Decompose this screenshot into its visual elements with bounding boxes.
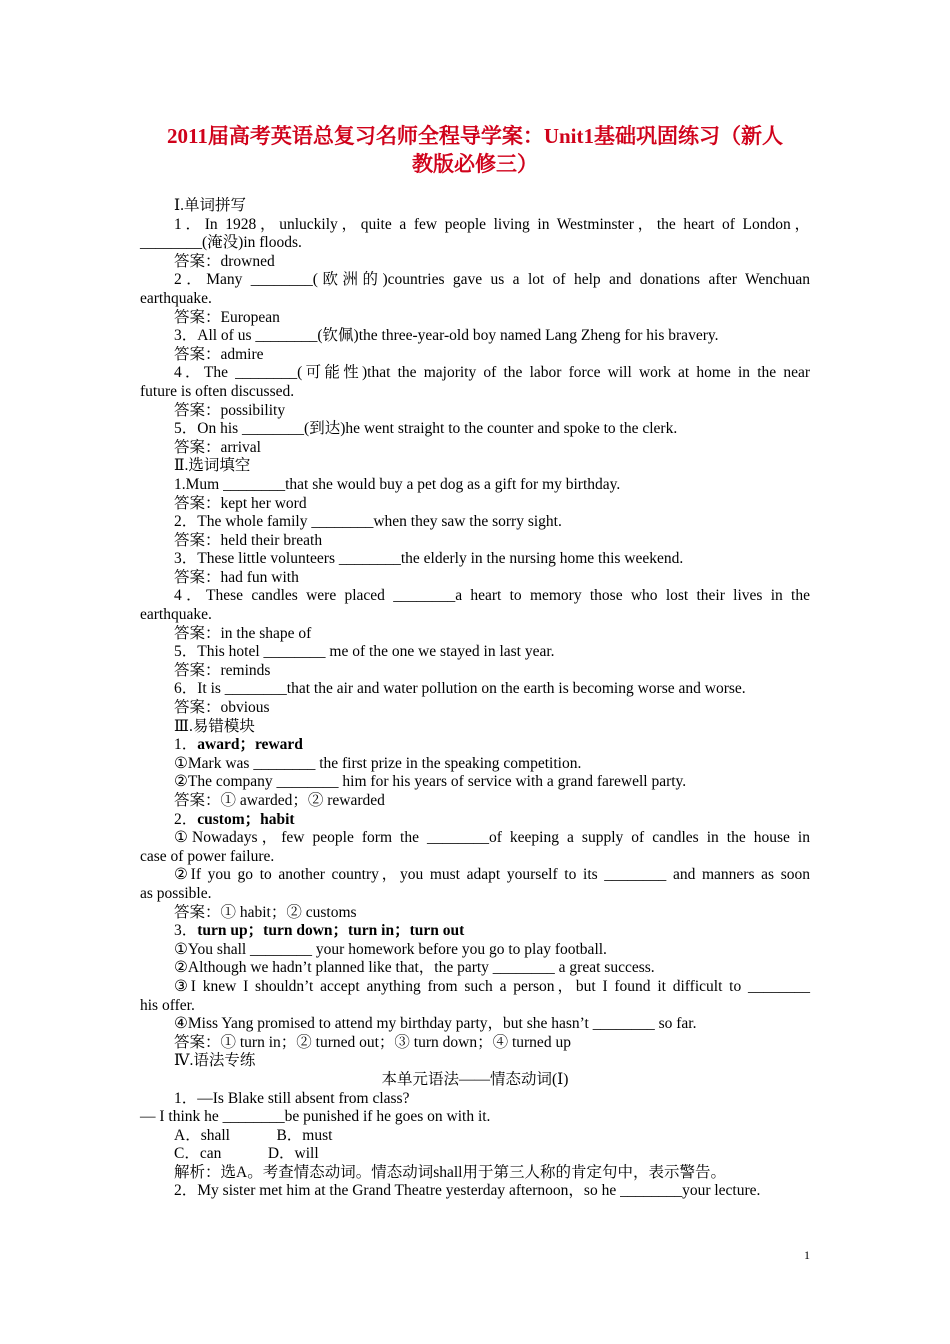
question-line: his offer. [140,996,195,1014]
question-line: ①Mark was ________ the first prize in the speaking competition. [174,754,582,772]
document-title [130,122,820,178]
question-line: 3．These little volunteers ________the elderly in the nursing home this weekend. [174,550,684,568]
answer-line: 答案：① turn in；② turned out；③ turn down；④ turned up [174,1033,571,1051]
question-line: 3．All of us ________(钦佩)the three-year-old boy named Lang Zheng for his bravery. [174,327,719,345]
question-line: future is often discussed. [140,382,295,400]
question-line: ②If you go to another country，you must adapt yourself to its ________ and manners as soon [174,866,810,884]
item-number: 1． [174,736,198,754]
question-line: 6．It is ________that the air and water pollution on the earth is becoming worse and worse. [174,680,746,698]
option-line: C．can D．will [174,1145,319,1163]
question-line: 1.Mum ________that she would buy a pet dog as a gift for my birthday. [174,475,621,493]
question-line: 5．On his ________(到达)he went straight to the counter and spoke to the clerk. [174,420,678,438]
answer-line: 答案：drowned [174,252,275,270]
question-line: ①You shall ________ your homework before you go to play football. [174,940,607,958]
word-pair-heading [140,736,810,755]
answer-line: 答案：held their breath [174,531,323,549]
section-heading-3: Ⅲ.易错模块 [174,717,255,735]
title-line-1: 2011届高考英语总复习名师全程导学案：Unit1基础巩固练习（新人 [166,124,783,148]
answer-line: 答案：① awarded；② rewarded [174,792,385,809]
question-line: 1．—Is Blake still absent from class? [174,1089,410,1107]
word-pair: turn up；turn down；turn in；turn out [197,922,465,940]
question-line: 2．Many ________(欧洲的)countries gave us a lot of help and donations after Wenchuan [174,271,810,289]
item-number: 3． [174,922,198,940]
answer-line: 答案：arrival [174,438,261,456]
question-line: 2．The whole family ________when they saw the sorry sight. [174,513,562,531]
word-pair: custom；habit [197,810,295,828]
question-line: as possible. [140,884,212,902]
section-heading-1: Ⅰ.单词拼写 [174,197,246,214]
answer-line: 答案：European [174,308,280,326]
section-heading-2: Ⅱ.选词填空 [174,457,251,475]
question-line: 4．The ________(可能性)that the majority of the labor force will work at home in the near [174,364,810,382]
question-line: 4．These candles were placed ________a heart to memory those who lost their lives in the [174,587,810,605]
question-line: ④Miss Yang promised to attend my birthday party，but she hasn’t ________ so far. [174,1015,697,1033]
explanation-line: 解析：选A。考查情态动词。情态动词shall用于第三人称的肯定句中，表示警告。 [174,1163,726,1181]
answer-line: 答案：possibility [174,401,286,419]
word-pair-heading [140,922,810,941]
answer-line: 答案：kept her word [174,494,307,512]
question-line: ①Nowadays，few people form the ________of keeping a supply of candles in the house in [174,829,810,847]
question-line: 1．In 1928，unluckily，quite a few people living in Westminster，the heart of London， [174,215,810,233]
grammar-subheading: 本单元语法——情态动词(Ⅰ) [381,1070,569,1088]
question-line: earthquake. [140,606,212,624]
question-line: ③I knew I shouldn’t accept anything from such a person，but I found it difficult to ________ [174,977,810,995]
option-line: A．shall B．must [174,1126,333,1144]
page-number: 1 [804,1248,810,1262]
answer-line: 答案：in the shape of [174,624,312,642]
word-pair-heading [140,811,810,830]
question-line: 2．My sister met him at the Grand Theatre yesterday afternoon，so he ________your lecture. [174,1182,761,1200]
answer-line: 答案：obvious [174,699,270,717]
answer-line: 答案：admire [174,345,264,363]
title-line-2: 教版必修三） [412,152,538,176]
question-line: ________(淹没)in floods. [140,234,302,252]
item-number: 2． [174,810,198,828]
section-heading-4: Ⅳ.语法专练 [174,1052,256,1070]
document-body [140,197,810,1201]
question-line: — I think he ________be punished if he goes on with it. [140,1108,491,1126]
answer-line: 答案：reminds [174,661,271,679]
question-line: ②Although we hadn’t planned like that，the party ________ a great success. [174,959,655,977]
question-line: 5．This hotel ________ me of the one we stayed in last year. [174,643,555,661]
word-pair: award；reward [197,736,303,754]
answer-line: 答案：① habit；② customs [174,903,357,921]
question-line: ②The company ________ him for his years of service with a grand farewell party. [174,773,687,791]
question-line: earthquake. [140,289,212,307]
question-line: case of power failure. [140,847,275,865]
answer-line: 答案：had fun with [174,568,299,586]
